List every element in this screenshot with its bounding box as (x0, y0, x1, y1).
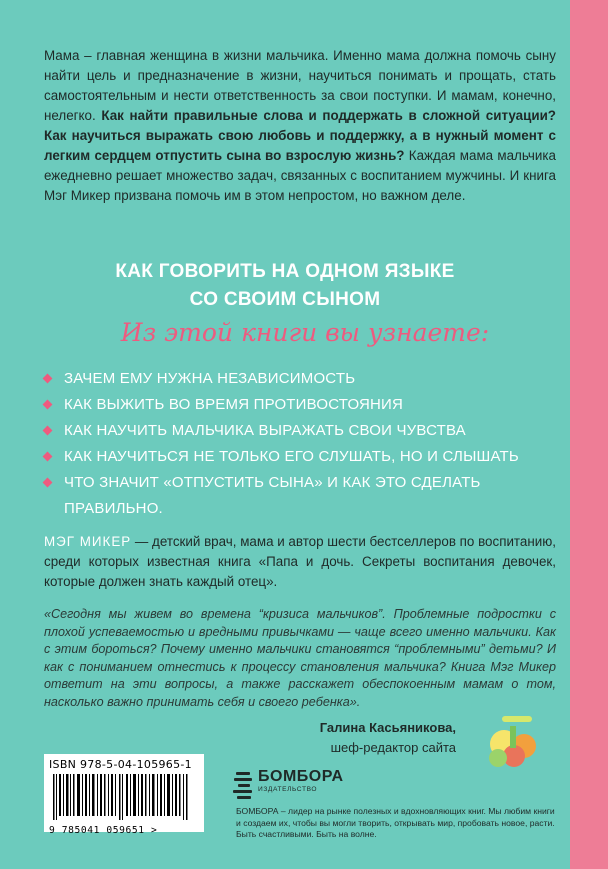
intro-paragraph-2: Каждая мама мальчика ежедневно решает множество задач, связанных с воспитанием мужчины. И книга Мэг Микер призвана помочь им в этом непростом, но важном деле. (44, 148, 556, 203)
script-heading: Из этой книги вы узнаете: (120, 318, 490, 347)
intro-bold-question: Как найти правильные слова и поддержать в сложной ситуации? Как научиться выражать свою любовь и поддержку, а в нужный момент с легким сердцем отпустить сына во взрослую жизнь? (44, 108, 556, 163)
headline (70, 258, 500, 314)
intro-text (44, 46, 556, 206)
publisher-sub: ИЗДАТЕЛЬСТВО (258, 786, 318, 793)
quote-signature (280, 718, 456, 758)
isbn-label: ISBN 978-5-04-105965-1 (49, 758, 192, 771)
bullet-item: ЧТО ЗНАЧИТ «ОТПУСТИТЬ СЫНА» И КАК ЭТО СДЕЛАТЬ ПРАВИЛЬНО. (44, 470, 564, 522)
barcode-digits: 9 785041 059651 > (49, 825, 158, 836)
barcode-box (44, 754, 204, 836)
bullet-diamond-icon (43, 400, 53, 410)
bullet-item: КАК НАУЧИТЬ МАЛЬЧИКА ВЫРАЖАТЬ СВОИ ЧУВСТВА (44, 418, 564, 444)
spine-stripe (570, 0, 608, 869)
author-bio (44, 532, 556, 592)
bullet-item: КАК ВЫЖИТЬ ВО ВРЕМЯ ПРОТИВОСТОЯНИЯ (44, 392, 564, 418)
review-quote: «Сегодня мы живем во времена “кризиса мальчиков”. Проблемные подростки с плохой успеваемостью и вредными привычками — чаще всего именно мальчики. Как с этим бороться? Почему именно мальчики становятся “проблемными” детьми? И как с пониманием отнестись к процессу становления мальчика? Книга Мэг Микер ответит на эти вопросы, а также расскажет обеспокоенным мамам о том, насколько важно принимать себя и своего ребенка». (44, 607, 556, 709)
intro-paragraph: Мама – главная женщина в жизни мальчика. Именно мама должна помочь сыну найти цель и предназначение в жизни, научиться понимать и прощать, стать самостоятельным и нести ответственность за свои поступки. И мамам, конечно, нелегко. (44, 48, 556, 123)
publisher-description: БОМБОРА – лидер на рынке полезных и вдохновляющих книг. Мы любим книги и создаем их, чтобы вы могли творить, открывать мир, пробовать новое, расти. Быть счастливыми. Быть на волне. (236, 806, 555, 839)
bullet-diamond-icon (43, 478, 53, 488)
headline-line-1: КАК ГОВОРИТЬ НА ОДНОМ ЯЗЫКЕ (115, 261, 455, 282)
bullet-item: КАК НАУЧИТЬСЯ НЕ ТОЛЬКО ЕГО СЛУШАТЬ, НО И СЛЫШАТЬ (44, 444, 564, 470)
publisher-name: БОМБОРА (258, 768, 344, 785)
signature-role: шеф-редактор сайта (330, 740, 456, 755)
bullet-diamond-icon (43, 452, 53, 462)
bullet-diamond-icon (43, 426, 53, 436)
signature-name: Галина Касьяникова, (319, 720, 456, 735)
headline-line-2: СО СВОИМ СЫНОМ (189, 289, 381, 310)
bullet-list (44, 366, 564, 522)
author-name: МЭГ МИКЕР (44, 534, 132, 549)
barcode-bars (49, 774, 199, 820)
website-logo-icon (474, 704, 554, 780)
bullet-diamond-icon (43, 374, 53, 384)
bullet-item: ЗАЧЕМ ЕМУ НУЖНА НЕЗАВИСИМОСТЬ (44, 366, 564, 392)
author-bio-text: — детский врач, мама и автор шести бестселлеров по воспитанию, среди которых известная книга «Папа и дочь. Секреты воспитания девочек, которые должен знать каждый отец». (44, 534, 556, 589)
